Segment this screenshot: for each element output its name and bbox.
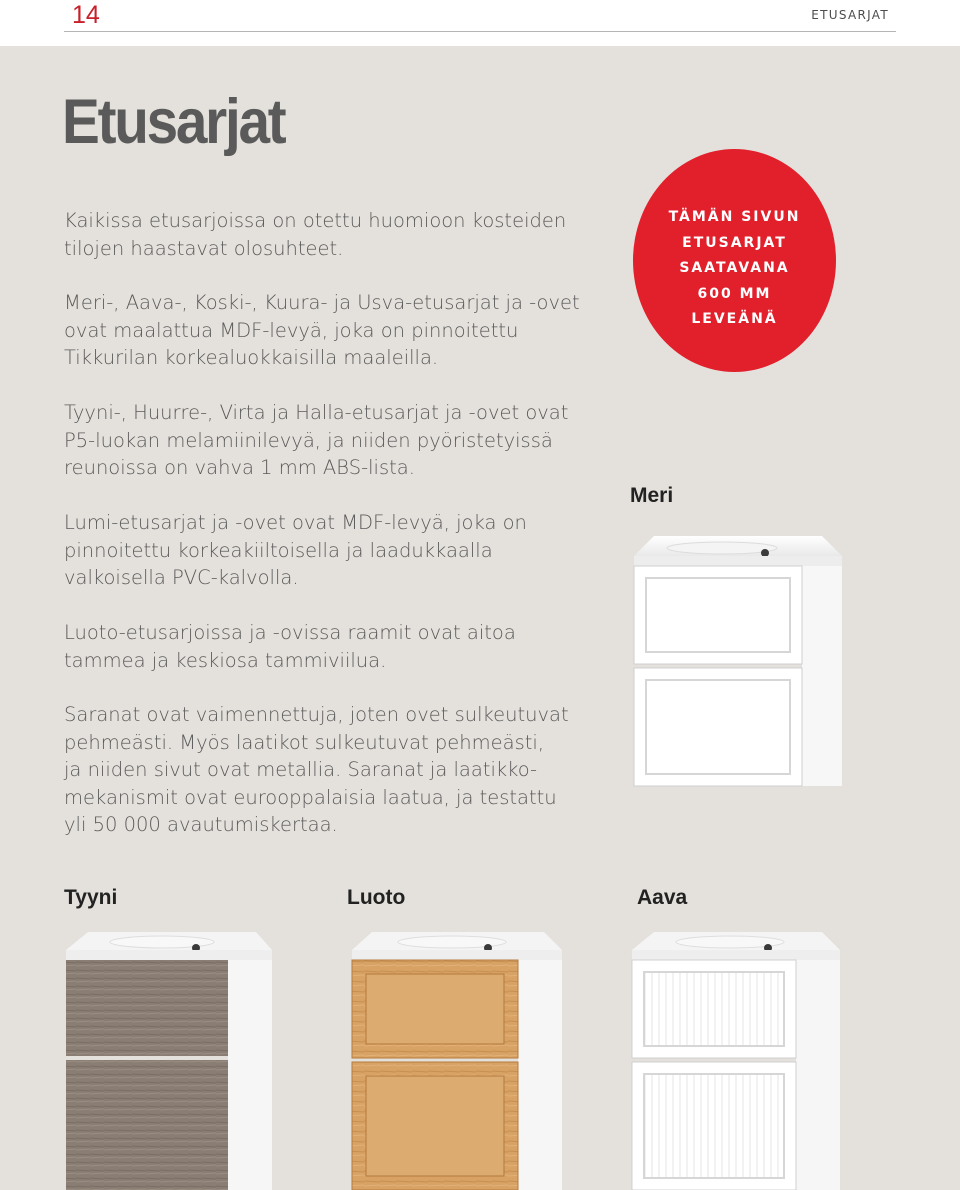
paragraph-line: valkoisella PVC-kalvolla. xyxy=(64,566,299,589)
paragraph-line: reunoissa on vahva 1 mm ABS-lista. xyxy=(64,456,415,479)
paragraph-line: Lumi-etusarjat ja -ovet ovat MDF-levyä, joka on xyxy=(64,511,527,534)
paragraph-line: Luoto-etusarjoissa ja -ovissa raamit ovat aitoa xyxy=(64,621,516,644)
availability-badge xyxy=(633,149,836,372)
paragraph-line: ja niiden sivut ovat metallia. Saranat ja laatikko- xyxy=(64,758,538,781)
product-image-luoto xyxy=(348,928,570,1190)
page-number: 14 xyxy=(72,1,100,29)
paragraph-intro xyxy=(64,207,566,262)
paragraph-line: P5-luokan melamiinilevyä, ja niiden pyöristetyissä xyxy=(64,428,553,452)
product-label-aava: Aava xyxy=(637,886,688,909)
paragraph-line: tilojen haastavat olosuhteet. xyxy=(64,236,344,260)
product-label-luoto: Luoto xyxy=(347,886,406,909)
paragraph-line: Saranat ovat vaimennettuja, joten ovet sulkeutuvat xyxy=(64,703,569,726)
paragraph-hinges xyxy=(64,701,569,839)
product-label-meri: Meri xyxy=(630,484,674,507)
paragraph-oak xyxy=(64,619,516,674)
paragraph-painted-mdf xyxy=(64,289,580,372)
page-header xyxy=(0,0,960,46)
badge-text: TÄMÄN SIVUN ETUSARJAT SAATAVANA 600 MM LEVEÄNÄ xyxy=(668,209,801,327)
running-header-title: ETUSARJAT xyxy=(811,8,889,22)
header-divider xyxy=(64,31,896,32)
paragraph-line: tammea ja keskiosa tammiviilua. xyxy=(64,648,387,672)
paragraph-line: Tyyni-, Huurre-, Virta ja Halla-etusarjat ja -ovet ovat xyxy=(64,401,569,424)
paragraph-line: ovat maalattua MDF-levyä, joka on pinnoitettu xyxy=(64,318,519,342)
paragraph-line: Kaikissa etusarjoissa on otettu huomioon kosteiden xyxy=(64,209,567,232)
product-image-meri xyxy=(622,530,844,792)
paragraph-line: pinnoitettu korkeakiiltoisella ja laadukkaalla xyxy=(64,538,493,562)
product-label-tyyni: Tyyni xyxy=(64,886,118,909)
paragraph-melamine xyxy=(64,399,568,482)
paragraph-line: Tikkurilan korkealuokkaisilla maaleilla. xyxy=(64,346,439,369)
paragraph-pvc xyxy=(64,509,527,592)
product-image-aava xyxy=(628,928,844,1190)
paragraph-line: Meri-, Aava-, Koski-, Kuura- ja Usva-etusarjat ja -ovet xyxy=(64,291,580,314)
paragraph-line: yli 50 000 avautumiskertaa. xyxy=(64,813,338,836)
paragraph-line: pehmeästi. Myös laatikot sulkeutuvat pehmeästi, xyxy=(64,730,545,754)
paragraph-line: mekanismit ovat eurooppalaisia laatua, ja testattu xyxy=(64,785,557,809)
page-title: Etusarjat xyxy=(62,87,285,157)
product-image-tyyni xyxy=(62,928,274,1190)
